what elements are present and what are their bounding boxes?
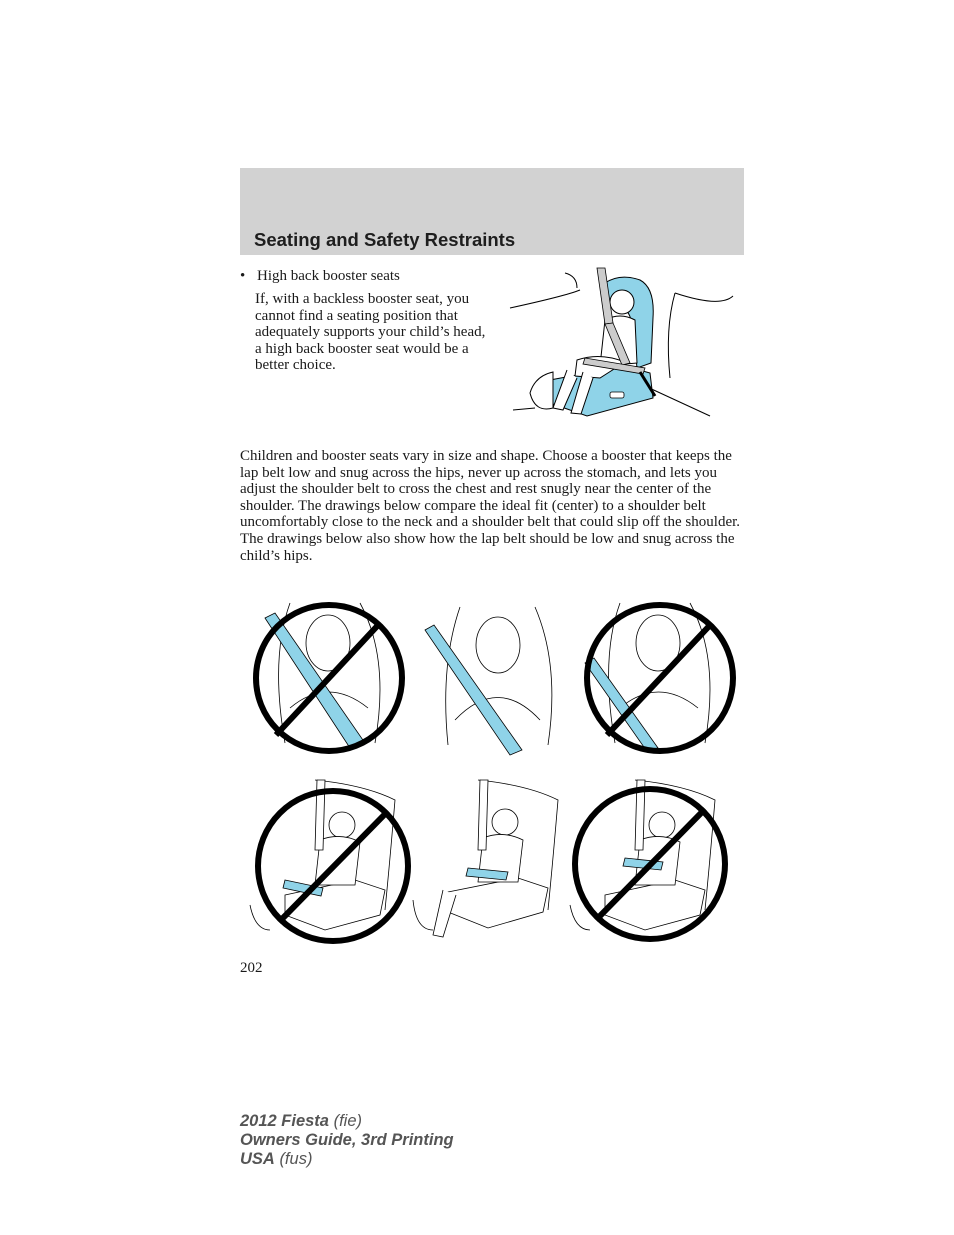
bullet-heading: High back booster seats bbox=[257, 268, 400, 284]
page-number: 202 bbox=[240, 960, 263, 976]
footer-line-2 bbox=[240, 1131, 454, 1150]
shoulder-belt-off-shoulder-prohibited bbox=[580, 598, 740, 758]
shoulder-belt-near-neck-prohibited bbox=[250, 598, 410, 758]
bullet-block bbox=[240, 268, 490, 373]
section-title: Seating and Safety Restraints bbox=[254, 229, 516, 250]
bullet-item bbox=[240, 268, 490, 284]
shoulder-belt-correct-fit bbox=[420, 605, 570, 755]
footer-model-code: (fie) bbox=[333, 1112, 362, 1130]
footer-line-1 bbox=[240, 1112, 454, 1131]
body-paragraph: Children and booster seats vary in size and shape. Choose a booster that keeps the lap belt low and snug across the hips, never up across the stomach, and lets you adjust the shoulder belt to cross the chest and rest snugly near the center of the shoulder. The drawings below compare the ideal fit (center) to a shoulder belt uncomfortably close to the neck and a shoulder belt that could slip off the shoulder. The drawings below also show how the lap belt should be low and snug across the child’s hips. bbox=[240, 448, 741, 564]
footer-guide: Owners Guide, 3rd Printing bbox=[240, 1131, 454, 1149]
lap-belt-low-on-hips-correct bbox=[408, 780, 573, 940]
footer-model: 2012 Fiesta bbox=[240, 1112, 329, 1130]
bullet-marker: • bbox=[240, 268, 246, 284]
section-header bbox=[240, 168, 744, 255]
bullet-paragraph: If, with a backless booster seat, you cannot find a seating position that adequately supports your child’s head, a high back booster seat would be a better choice. bbox=[255, 291, 486, 374]
lap-belt-too-high-prohibited bbox=[565, 780, 735, 945]
footer-market-code: (fus) bbox=[279, 1150, 313, 1168]
footer-line-3 bbox=[240, 1150, 454, 1169]
footer-market: USA bbox=[240, 1150, 275, 1168]
footer bbox=[240, 1112, 454, 1169]
high-back-booster-illustration bbox=[505, 268, 740, 428]
lap-belt-on-stomach-prohibited bbox=[245, 780, 415, 945]
